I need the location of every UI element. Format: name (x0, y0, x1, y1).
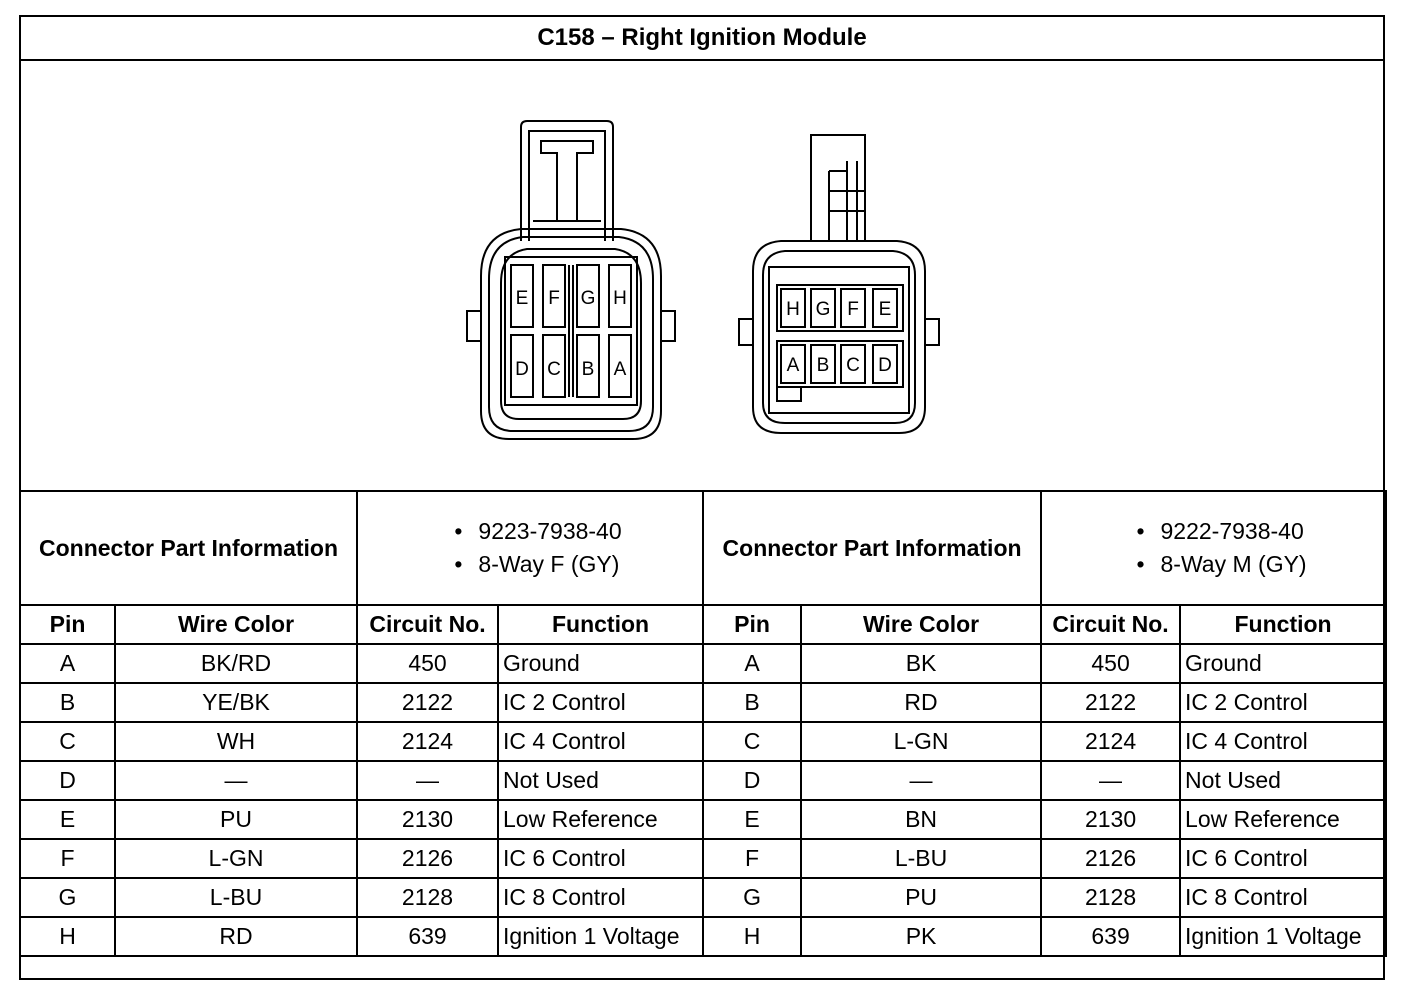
table-row (20, 683, 1386, 722)
connector-sheet (19, 15, 1385, 980)
male-pin-e-label: E (878, 299, 892, 320)
wire-color-cell: L-GN (801, 722, 1041, 761)
table-row (20, 761, 1386, 800)
wire-color-cell: RD (115, 917, 357, 956)
table-row (20, 839, 1386, 878)
circuit-cell: — (357, 761, 498, 800)
connector-diagram (21, 61, 1383, 491)
function-cell: Low Reference (1180, 800, 1386, 839)
male-pin-f-label: F (847, 299, 859, 320)
wire-color-cell: L-BU (801, 839, 1041, 878)
circuit-cell: 2122 (1041, 683, 1180, 722)
female-pin-b-label: B (581, 359, 595, 380)
table-row (20, 878, 1386, 917)
male-pin-b-label: B (816, 355, 830, 376)
pin-cell: D (20, 761, 115, 800)
pin-cell: H (703, 917, 801, 956)
bullet-item: • 9223-7938-40 (454, 518, 622, 544)
column-header-circuit-no: Circuit No. (357, 605, 498, 644)
function-cell: IC 4 Control (498, 722, 703, 761)
function-cell: Ground (498, 644, 703, 683)
wire-color-cell: WH (115, 722, 357, 761)
female-pin-h-label: H (613, 288, 627, 309)
connector-drawing (21, 61, 1383, 491)
bullet-item: • 8-Way M (GY) (1136, 551, 1307, 577)
left-connector-info-label: Connector Part Information (20, 491, 357, 605)
wire-color-cell: L-BU (115, 878, 357, 917)
circuit-cell: 2128 (357, 878, 498, 917)
connector-info-row (20, 491, 1386, 605)
male-pin-a-label: A (786, 355, 800, 376)
female-pin-g-label: G (580, 288, 596, 309)
circuit-cell: 2126 (1041, 839, 1180, 878)
male-connector-drawing (739, 135, 939, 433)
female-pin-c-label: C (547, 359, 561, 380)
pin-cell: C (20, 722, 115, 761)
circuit-cell: 2124 (357, 722, 498, 761)
pin-cell: B (20, 683, 115, 722)
male-pin-h-label: H (786, 299, 800, 320)
function-cell: IC 8 Control (1180, 878, 1386, 917)
pin-cell: G (20, 878, 115, 917)
female-pin-a-label: A (613, 359, 627, 380)
wire-color-cell: BN (801, 800, 1041, 839)
wire-color-cell: PU (115, 800, 357, 839)
function-cell: Ignition 1 Voltage (1180, 917, 1386, 956)
table-row (20, 644, 1386, 683)
table-row (20, 722, 1386, 761)
page-title: C158 – Right Ignition Module (21, 17, 1383, 61)
pin-cell: D (703, 761, 801, 800)
circuit-cell: — (1041, 761, 1180, 800)
function-cell: IC 2 Control (498, 683, 703, 722)
pinout-table (19, 490, 1387, 957)
column-header-pin: Pin (703, 605, 801, 644)
function-cell: Not Used (498, 761, 703, 800)
pin-cell: E (20, 800, 115, 839)
wire-color-cell: PK (801, 917, 1041, 956)
wire-color-cell: YE/BK (115, 683, 357, 722)
bullet-item: • 9222-7938-40 (1136, 518, 1304, 544)
column-header-wire-color: Wire Color (115, 605, 357, 644)
male-pin-g-label: G (815, 299, 831, 320)
male-pin-c-label: C (846, 355, 860, 376)
function-cell: IC 4 Control (1180, 722, 1386, 761)
wire-color-cell: — (115, 761, 357, 800)
wire-color-cell: RD (801, 683, 1041, 722)
wire-color-cell: BK (801, 644, 1041, 683)
right-connector-info-label: Connector Part Information (703, 491, 1041, 605)
circuit-cell: 639 (1041, 917, 1180, 956)
female-pin-d-label: D (515, 359, 529, 380)
left-connector-part-info (357, 491, 703, 605)
table-header-row (20, 605, 1386, 644)
circuit-cell: 450 (1041, 644, 1180, 683)
female-connector-drawing (467, 121, 675, 439)
circuit-cell: 2130 (1041, 800, 1180, 839)
function-cell: IC 2 Control (1180, 683, 1386, 722)
function-cell: IC 6 Control (498, 839, 703, 878)
wire-color-cell: BK/RD (115, 644, 357, 683)
pin-cell: A (20, 644, 115, 683)
circuit-cell: 2126 (357, 839, 498, 878)
pin-cell: H (20, 917, 115, 956)
column-header-circuit-no: Circuit No. (1041, 605, 1180, 644)
column-header-function: Function (498, 605, 703, 644)
female-pin-f-label: F (548, 288, 560, 309)
wire-color-cell: — (801, 761, 1041, 800)
circuit-cell: 2124 (1041, 722, 1180, 761)
right-connector-part-info (1041, 491, 1386, 605)
pin-cell: E (703, 800, 801, 839)
circuit-cell: 450 (357, 644, 498, 683)
wire-color-cell: L-GN (115, 839, 357, 878)
pin-cell: C (703, 722, 801, 761)
pin-cell: B (703, 683, 801, 722)
pin-cell: G (703, 878, 801, 917)
table-row (20, 917, 1386, 956)
column-header-function: Function (1180, 605, 1386, 644)
table-row (20, 800, 1386, 839)
function-cell: IC 6 Control (1180, 839, 1386, 878)
circuit-cell: 2122 (357, 683, 498, 722)
male-pin-d-label: D (878, 355, 892, 376)
circuit-cell: 2130 (357, 800, 498, 839)
function-cell: IC 8 Control (498, 878, 703, 917)
female-pin-e-label: E (515, 288, 529, 309)
function-cell: Ground (1180, 644, 1386, 683)
column-header-pin: Pin (20, 605, 115, 644)
wire-color-cell: PU (801, 878, 1041, 917)
column-header-wire-color: Wire Color (801, 605, 1041, 644)
pin-cell: A (703, 644, 801, 683)
pin-cell: F (703, 839, 801, 878)
function-cell: Not Used (1180, 761, 1386, 800)
function-cell: Low Reference (498, 800, 703, 839)
function-cell: Ignition 1 Voltage (498, 917, 703, 956)
bullet-item: • 8-Way F (GY) (454, 551, 620, 577)
circuit-cell: 2128 (1041, 878, 1180, 917)
pin-cell: F (20, 839, 115, 878)
circuit-cell: 639 (357, 917, 498, 956)
